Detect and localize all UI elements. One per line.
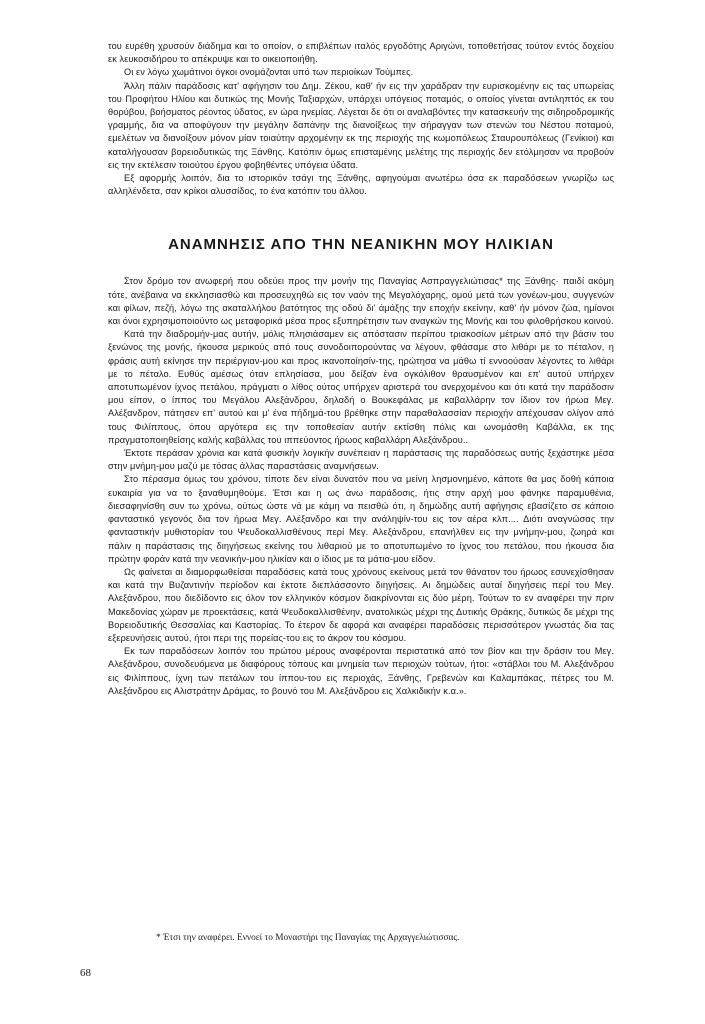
paragraph: Ως φαίνεται αι διαμορφωθείσαι παραδόσεις κατά τους χρόνους εκείνους μετά τον θάνατον του ήρωος εσυνεχίσθησαν και κατά την Βυζαντινήν περίοδον και έκτοτε διεπλάσσοντο διηγήσεις. Αι δημώδεις αυταί διηγήσεις περί του Μεγ. Αλεξάνδρου, που διεδίδοντο εις όλον τον ελληνικόν κόσμον διακρίνονται εις δύο μέρη. Τούτων το εν αναφέρει την πριν Μακεδονίας χώραν με προεκτάσεις, κατά Ψευδοκαλλισθένην, ανατολικώς μέχρι της Δυτικής Θράκης, δυτικώς δε μέχρι της Βορειοδυτικής Θεσσαλίας και Καστορίας. Το έτερον δε αφορά και αναφέρει παραδόσεις περισσότερον γνωστάς δια τας εξερευνήσεις αυτού, ήτοι περι της πορείας-του εις το άκρον του κόσμου. <box>108 566 614 643</box>
footnote: * Έτσι την αναφέρει. Εννοεί το Μοναστήρι της Παναγίας της Αρχαγγελιώτισσας. <box>156 933 460 943</box>
paragraph: Εξ αφορμής λοιπόν, δια το ιστορικόν τσάγι της Ξάνθης, αφηγούμαι ανωτέρω όσα εκ παραδόσεων γνωρίζω ως αλληλένδετα, σαν κρίκοι αλυσσίδος, το ένα κατόπιν του άλλου. <box>108 173 614 197</box>
paragraph: Κατά την διαδρομήν-μας αυτήν, μόλις πλησιάσαμεν εις απόστασιν περίπου τριακοσίων μέτρων από την βάσιν του ξενώνος της μονής, ήκουσα μερικούς από τους συνοδοιπορούντας να λέγουν, φθάσαμε στο λιθάρι με το πέταλον, η φράσις αυτή εκίνησε την περιέργιαν-μου και προς ικανοποίησίν-της, ηρώτησα να μάθω τί εννοούσαν λέγοντες το λιθάρι με το πέταλο. Ευθύς αμέσως όταν επλησίασα, μου δείξαν ένα ογκόλιθον θραυσμένον και επ' αυτού υπήρχεν αποτυπωμένον ίχνος πετάλου, πράγματι ο λίθος ούτος υπήρχεν αριστερά του ανερχομένου και ότι κατά την παράδοσιν μου είπον, ο ίππος του Μεγάλου Αλεξάνδρου, δηλαδή ο Βουκεφάλας με καβαλλάρην τον ίδιον τον ήρωα Μεγ. Αλέξανδρον, πάτησεν επ' αυτού και μ' ένα πήδημά-του βρέθηκε στην παραθαλασσίαν περιοχήν απέχουσαν ολίγον από τους Φιλίππους, όπου αργότερα εις την τοποθεσίαν αυτήν εκτίσθη πόλις και ωνομάσθη Καβάλλα, εκ της πραγματοποιηθείσης καλής καβάλλας του ιππεύοντος ήρωος καβαλλάρη Αλεξάνδρου.. <box>108 329 614 445</box>
paragraph: Έκτοτε περάσαν χρόνια και κατά φυσικήν λογικήν συνέπειαν η παράστασις της παραδόσεως αυτής ξεχάστηκε μέσα στην μνήμη-μου μαζύ με τόσας άλλας παραστάσεις αναμνήσεων. <box>108 448 614 472</box>
paragraph: Οι εν λόγω χωμάτινοι όγκοι ονομάζονται υπό των περιοίκων Τούμπες. <box>124 67 414 78</box>
paragraph: Άλλη πάλιν παράδοσις κατ' αφήγησιν του Δημ. Ζέκου, καθ' ήν εις την χαράδραν την ευρισκομένην εις τας υπωρείας του Προφήτου Ηλίου και δυτικώς της Μονής Ταξιαρχών, υπάρχει υπόγειος ποταμός, ο οποίος γίνεται αντιληπτός εκ του θορύβου, βοήσματος ρέοντος ύδατος, εν ώρα ηνεμίας. Λέγεται δε ότι οι αναλαβόντες την κατασκευήν της σιδηροδρομικής γραμμής, δια να αποφύγουν την μεγάλην δαπάνην της διανοίξεως την σήραγγαν των στενών του Νέστου ποταμού, εμελέτων να διανοίξουν μόνον μίαν τοιαύτην αρχομένην εκ της περιοχής της κωμοπόλεως Σταυρουπόλεως (Γενίκιοι) και καταλήγουσαν βορειοδυτικώς της Ξάνθης. Κατόπιν όμως επισταμένης μελέτης της περιοχής δεν ετόλμησαν να προβούν εις την εκτέλεσιν τοιούτου έργου φοβηθέντες υπόγεια ύδατα. <box>108 80 614 170</box>
section-title: ΑΝΑΜΝΗΣΙΣ ΑΠΟ ΤΗΝ ΝΕΑΝΙΚΗΝ ΜΟΥ ΗΛΙΚΙΑΝ <box>168 236 554 254</box>
paragraph: του ευρέθη χρυσούν διάδημα και το οποίον, ο επιβλέπων ιταλός εργοδότης Αριγώνι, τοποθετήσας τούτον εντός δοχείου εκ λευκοσιδήρου το απέκρυψε και το οικειοποιήθη. <box>108 41 614 65</box>
paragraph: Στο πέρασμα όμως του χρόνου, τίποτε δεν είναι δυνατόν που να μείνη λησμονημένο, κάποτε θα μας δοθή κάποια ευκαιρία για να το ξαναθυμηθούμε. Έτσι και η ως άνω παράδοσις, ήτις στην αρχή μου φάνηκε παραμυθένια, διεσαφηνίσθη συν τω χρόνω, ούτως ώστε νά με κάμη να πεισθώ ότι, η δημώδης αυτή αφήγησις εβασίζετο σε κάποιο φανταστικό γεγονός δια τον ήρωα Μεγ. Αλέξανδρο και την ανάληψίν-του εις τον αέρα κλπ.... Διότι αναγνώσας την φανταστικήν μυθιστορίαν του Ψευδοκαλλισθένους περί Μεγ. Αλεξάνδρου, επανήλθεν εις την μνήμην-μου, ζωηρά και πάλιν η παράστασις της διηγήσεως εκείνης του λιθαριού με το αποτυπωμένο το ίχνος του πετάλου, που ήκουσα δια πρώτην φοράν κατά την νεανικήν-μου ηλικίαν και ο ίδιος με τα μάτια-μου είδον. <box>108 474 614 564</box>
paragraph: Εκ των παραδόσεων λοιπόν του πρώτου μέρους αναφέρονται περιστατικά από τον βίον και την δράσιν του Μεγ. Αλεξάνδρου, συνοδευόμενα με διαφόρους τόπους και μνημεία των περιοχών τούτων, ήτοι: «στάβλοι του Μ. Αλεξάνδρου εις Φιλίππους, ίχνη των πετάλων του ίππου-του εις περιοχάς, Ξάνθης, Γρεβενών και Καλαμπάκας, πέτρες του Μ. Αλεξάνδρου εις Αλιστράτην Δράμας, το βουνό του Μ. Αλεξάνδρου εις Χαλκιδικήν κ.α.». <box>108 646 614 696</box>
paragraph: Στον δρόμο τον ανωφερή που οδεύει προς την μονήν της Παναγίας Ασπραγγελιώτισας* της Ξάνθης· παιδί ακόμη τότε, ανέβαινα να εκκλησιασθώ και προσευχηθώ εις τον ναόν της Μεγαλόχαρης, ομού μετά των γονέων-μου, συγγενών και φίλων, πεζή, λόγω της ακαταλλήλου βατότητος της οδού δι' άμάξης την εποχήν εκείνην, καθ' ήν μόνον ζώα, ημίονοι και όνοι εχρησιμοποιούντο ως μεταφορικά μέσα προς εξυπηρέτησιν των αναγκών της Μονής και του φιλοθρήσκου κοινού. <box>108 276 614 327</box>
page-number: 68 <box>80 967 91 979</box>
page-body <box>108 40 614 698</box>
